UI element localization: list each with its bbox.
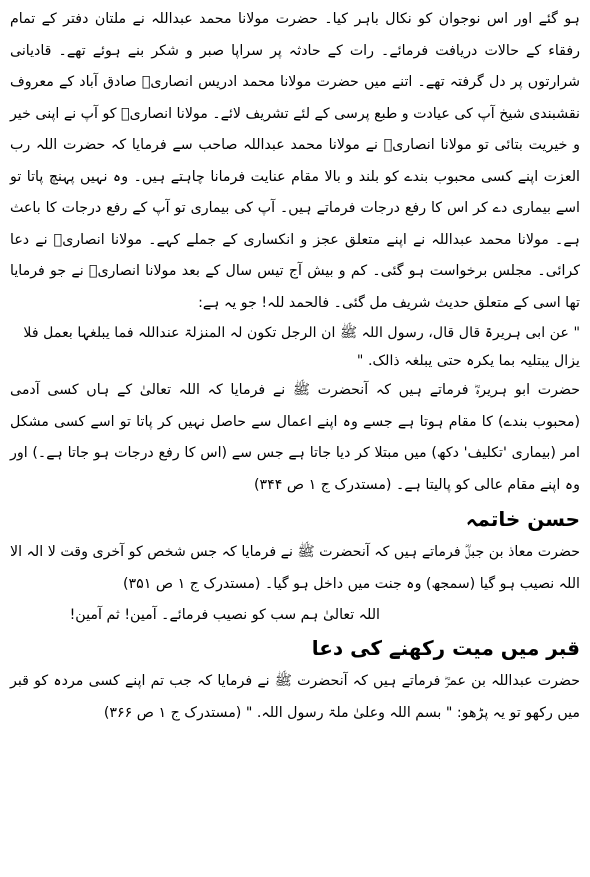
prayer-line: اللہ تعالیٰ ہم سب کو نصیب فرمائے۔ آمین! ثم آمین! (69, 607, 380, 623)
hadith-translation: حضرت ابو ہریرہؓ فرماتے ہیں کہ آنحضرت ﷺ نے فرمایا کہ اللہ تعالیٰ کے ہاں کسی آدمی (محبوب بندے) کا مقام ہوتا ہے جسے وہ اپنے اعمال سے حاصل نہیں کر پاتا تو اسے کسی مشکل امر (بیماری 'تکلیف' دکھ) میں مبتلا کر دیا جاتا ہے جس سے (اس کا رفع درجات ہو جاتا ہے۔) اور وہ اپنے مقام عالی کو پالیتا ہے۔ (مستدرک ج ۱ ص ۳۴۴) (10, 382, 580, 493)
paragraph-abdullah-bin-umar: حضرت عبداللہ بن عمرؓ فرماتے ہیں کہ آنحضرت ﷺ نے فرمایا کہ جب تم اپنے کسی مردہ کو قبر میں رکھو تو یہ پڑھو: " بسم اللہ وعلیٰ ملۃ رسول اللہ. " (مستدرک ج ۱ ص ۳۶۶) (10, 673, 580, 721)
section-heading-husn-e-khatima: حسن خاتمہ (465, 507, 580, 531)
section-heading-grave-prayer: قبر میں میت رکھنے کی دعا (311, 636, 580, 660)
intro-paragraph: ہو گئے اور اس نوجوان کو نکال باہر کیا۔ حضرت مولانا محمد عبداللہ نے ملتان دفتر کے تمام رفقاء کے حالات دریافت فرمائے۔ رات کے حادثہ پر سراپا صبر و شکر بنے ہوئے تھے۔ قادیانی شرارتوں پر دل گرفتہ تھے۔ اتنے میں حضرت مولانا محمد ادریس انصاریؒ صادق آباد کے معروف نقشبندی شیخ آپ کی عیادت و طبع پرسی کے لئے تشریف لائے۔ مولانا انصاریؒ کو آپ نے اپنی خیر و خیریت بتائی تو مولانا انصاریؒ نے مولانا محمد عبداللہ صاحب سے فرمایا کہ حضرت اللہ رب العزت اپنے کسی محبوب بندے کو بلند و بالا مقام عنایت فرمانا چاہتے ہیں۔ وہ نہیں پہنچ پاتا تو اسے بیماری دے کر اس کا رفع درجات فرماتے ہیں۔ آپ کی بیماری تو آپ کے رفع درجات کا باعث ہے۔ مولانا محمد عبداللہ نے اپنے متعلق عجز و انکساری کے جملے کہے۔ مولانا انصاریؒ نے دعا کرائی۔ مجلس برخواست ہو گئی۔ کم و بیش آج تیس سال کے بعد مولانا انصاریؒ نے جو فرمایا تھا اسی کے متعلق حدیث شریف مل گئی۔ فالحمد للہ! جو یہ ہے: (9, 11, 580, 311)
arabic-hadith: " عن ابی ہریرۃ قال قال، رسول اللہ ﷺ ان الرجل تکون لہ المنزلۃ عنداللہ فما یبلغہا بعمل فلا یزال یبتلیہ بما یکرہ حتی یبلغہ ذالک. " (23, 325, 580, 369)
paragraph-muaz-bin-jabal: حضرت معاذ بن جبلؓ فرماتے ہیں کہ آنحضرت ﷺ نے فرمایا کہ جس شخص کو آخری وقت لا الہ الا اللہ نصیب ہو گیا (سمجھ) وہ جنت میں داخل ہو گیا۔ (مستدرک ج ۱ ص ۳۵۱) (10, 544, 580, 592)
